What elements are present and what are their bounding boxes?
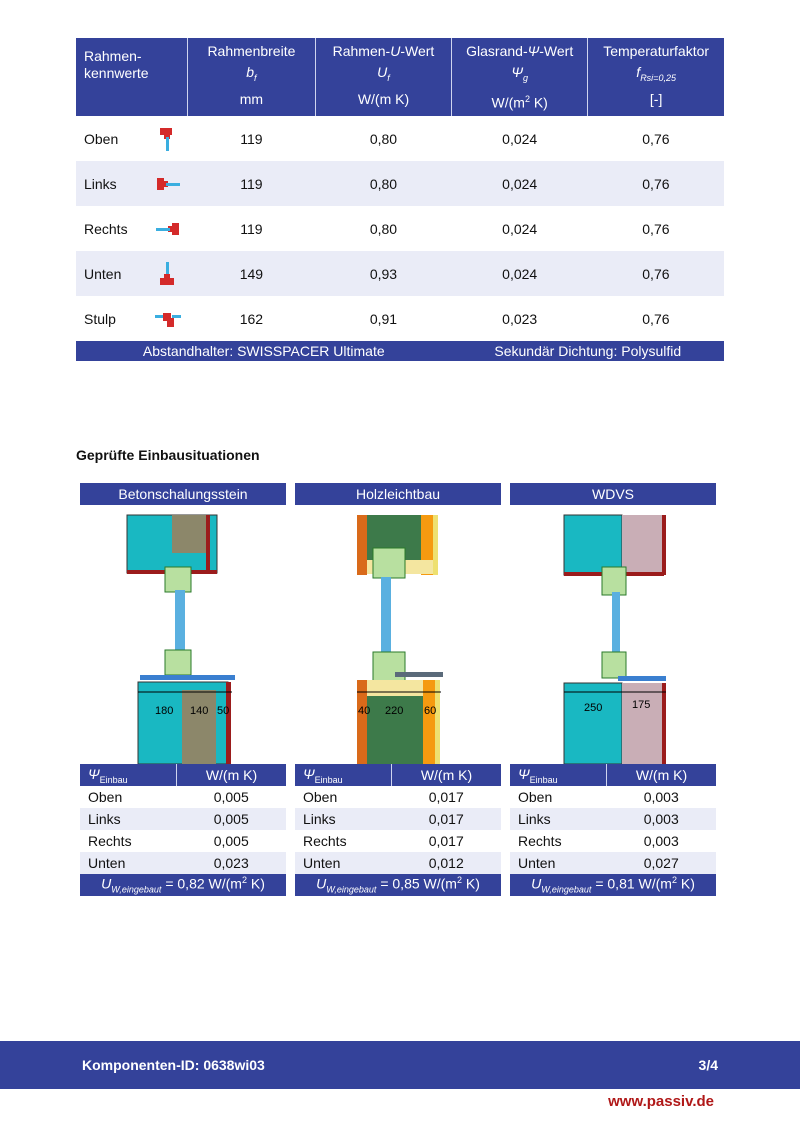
header-temperature-factor: Temperaturfaktor $f_{Rsi=0,25}$ [-] — [588, 38, 724, 116]
table-row: Unten 0,027 — [510, 852, 716, 874]
frame-top-icon — [154, 125, 182, 153]
panel-title: Holzleichtbau — [295, 483, 501, 505]
row-label: Unten — [76, 251, 187, 296]
unit-header: W/(m K) — [635, 767, 688, 783]
table-row: Oben 0,003 — [518, 789, 679, 805]
header-frame-u-value: Rahmen-U-Wert $U_f$ W/(m K) — [315, 38, 451, 116]
spacer-info: Abstandhalter: SWISSPACER Ultimate — [76, 341, 452, 361]
table-row: Rechts 0,003 — [518, 833, 679, 849]
table-row: Links 0,005 — [80, 808, 286, 830]
table-row: Links 0,017 — [295, 808, 501, 830]
table-row: Stulp 162 0,91 0,023 0,76 — [76, 296, 724, 341]
sealing-info: Sekundär Dichtung: Polysulfid — [452, 341, 724, 361]
panel-title: Betonschalungsstein — [80, 483, 286, 505]
panel-etics — [510, 483, 716, 896]
table-row: Oben 0,005 — [88, 789, 249, 805]
table-row: Unten 0,023 — [80, 852, 286, 874]
uw-installed-value: $U_{W,eingebaut} = 0,82$ $W/(m^2$ K) — [80, 874, 286, 896]
dim-label: 220 — [385, 705, 404, 717]
etics-section-drawing — [510, 512, 716, 764]
install-situations-heading: Geprüfte Einbausituationen — [76, 447, 260, 463]
dim-label: 175 — [632, 699, 651, 711]
dim-label: 50 — [217, 705, 230, 717]
frame-bottom-icon — [154, 260, 182, 288]
row-label: Oben — [76, 116, 187, 161]
row-label: Rechts — [76, 206, 187, 251]
header-frame-width: Rahmenbreite $b_f$ mm — [187, 38, 315, 116]
table-row: Rechts 119 0,80 0,024 0,76 — [76, 206, 724, 251]
uw-installed-value: $U_{W,eingebaut} = 0,81$ $W/(m^2$ K) — [510, 874, 716, 896]
panel-psi-table — [80, 764, 286, 896]
dim-label: 140 — [190, 705, 209, 717]
concrete-section-drawing — [80, 512, 286, 764]
table-row: Oben 119 0,80 0,024 0,76 — [76, 116, 724, 161]
panel-timber-frame — [295, 483, 501, 896]
frame-right-icon — [154, 215, 182, 243]
table-header-row — [76, 38, 724, 116]
panel-concrete-formwork — [80, 483, 286, 896]
footer-band — [0, 1041, 800, 1089]
header-frame-parameters: Rahmen- kennwerte — [84, 48, 149, 81]
table-footer-row — [76, 341, 724, 361]
panel-psi-table — [510, 764, 716, 896]
timber-section-drawing — [295, 512, 501, 764]
panel-psi-table — [295, 764, 501, 896]
table-row: Oben 0,017 — [303, 789, 464, 805]
header-glass-edge-psi: Glasrand-Ψ-Wert $\Psi_g$ $W/(m^2$ K) — [452, 38, 588, 116]
dim-label: 180 — [155, 705, 174, 717]
row-label: Stulp — [76, 296, 187, 341]
frame-mullion-icon — [154, 305, 182, 333]
table-row: Rechts 0,005 — [88, 833, 249, 849]
table-row: Unten 149 0,93 0,024 0,76 — [76, 251, 724, 296]
unit-header: W/(m K) — [420, 767, 473, 783]
row-label: Links — [76, 161, 187, 206]
psi-header: $\Psi_{Einbau}$ — [510, 764, 607, 786]
page-number: 3/4 — [698, 1057, 718, 1073]
dim-label: 60 — [424, 705, 437, 717]
psi-header: $\Psi_{Einbau}$ — [80, 764, 177, 786]
table-row: Links 119 0,80 0,024 0,76 — [76, 161, 724, 206]
unit-header: W/(m K) — [205, 767, 258, 783]
frame-left-icon — [154, 170, 182, 198]
table-row: Links 0,003 — [510, 808, 716, 830]
uw-installed-value: $U_{W,eingebaut} = 0,85$ $W/(m^2$ K) — [295, 874, 501, 896]
table-row: Unten 0,012 — [295, 852, 501, 874]
panel-title: WDVS — [510, 483, 716, 505]
website-link[interactable]: www.passiv.de — [608, 1093, 714, 1110]
psi-header: $\Psi_{Einbau}$ — [295, 764, 392, 786]
table-row: Rechts 0,017 — [303, 833, 464, 849]
component-id: Komponenten-ID: 0638wi03 — [82, 1057, 265, 1073]
dim-label: 250 — [584, 702, 603, 714]
frame-parameters-table — [76, 38, 724, 361]
dim-label: 40 — [358, 705, 371, 717]
